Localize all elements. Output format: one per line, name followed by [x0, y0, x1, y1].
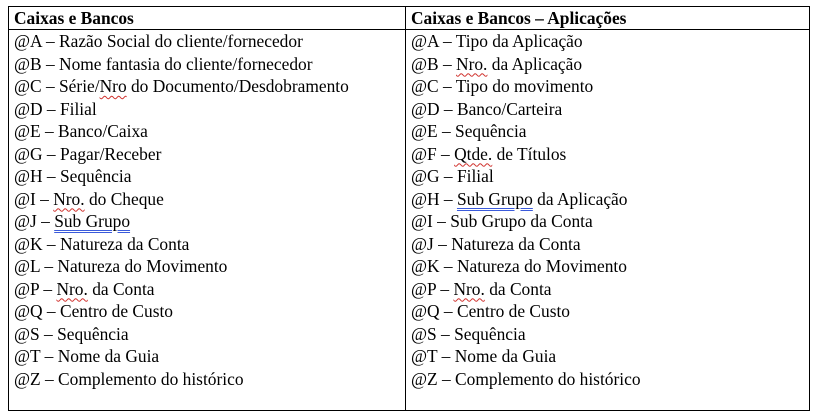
variable-description-tail: da Conta — [87, 278, 155, 299]
separator: – — [436, 278, 454, 299]
variable-entry — [14, 345, 405, 368]
variable-description: Tipo do movimento — [455, 76, 594, 96]
separator: – — [439, 188, 457, 209]
separator: – — [437, 346, 455, 366]
variable-entry — [411, 368, 809, 391]
marked-word: Nro. — [53, 188, 85, 209]
variable-description: Nome da Guia — [57, 346, 160, 366]
variable-entry — [411, 255, 809, 278]
variable-code: @T — [411, 346, 438, 366]
variable-description: Sequência — [454, 323, 526, 344]
variable-entry — [14, 188, 405, 211]
variable-code: @J — [14, 211, 37, 231]
variable-code: @Q — [14, 301, 43, 321]
variable-description: Filial — [456, 166, 494, 186]
separator: – — [42, 301, 60, 321]
variable-code: @K — [411, 256, 440, 276]
variable-entry — [14, 368, 405, 391]
variable-description: Nome fantasia do cliente/fornecedor — [59, 53, 313, 74]
separator: – — [438, 76, 456, 96]
variable-entry — [411, 300, 809, 323]
variable-description: Complemento do histórico — [58, 368, 244, 389]
variable-entry — [411, 323, 809, 346]
variable-description: Banco/Caixa — [58, 121, 148, 141]
separator: – — [40, 368, 59, 389]
marked-word: Nro. — [453, 278, 485, 299]
variable-code: @L — [14, 256, 40, 276]
marked-word: Nro. — [456, 53, 488, 74]
variable-code: @H — [411, 188, 440, 209]
separator: – — [439, 256, 457, 276]
variable-code: @S — [411, 323, 437, 344]
variable-description: Complemento do histórico — [455, 368, 641, 389]
separator: – — [42, 166, 60, 186]
column-header-aplicacoes: Caixas e Bancos – Aplicações — [406, 7, 810, 30]
variable-code: @Z — [411, 368, 438, 389]
variable-entry — [411, 188, 809, 211]
separator: – — [40, 346, 58, 366]
marked-word: Sub Grupo — [54, 211, 131, 231]
variable-entry — [411, 345, 809, 368]
variable-code: @P — [14, 278, 40, 299]
variable-entry — [14, 300, 405, 323]
variable-code: @I — [411, 211, 433, 231]
variable-code: @H — [14, 166, 43, 186]
column-caixas-bancos — [9, 30, 406, 411]
separator: – — [439, 98, 457, 119]
variable-entry — [411, 143, 809, 166]
variable-description: Razão Social do cliente/fornecedor — [59, 31, 303, 51]
variable-code: @P — [411, 278, 437, 299]
variable-code: @D — [411, 98, 440, 119]
variable-code: @Q — [411, 301, 440, 321]
variable-description: Nome da Guia — [454, 346, 557, 366]
separator: – — [41, 76, 60, 96]
variable-description: Natureza da Conta — [451, 233, 581, 254]
variable-code: @B — [411, 53, 439, 74]
variable-code: @S — [14, 323, 40, 344]
marked-word: Nro — [99, 76, 127, 96]
separator: – — [433, 233, 452, 254]
variable-code: @I — [14, 188, 36, 209]
variable-description: Sequência — [455, 121, 527, 141]
variable-description-tail: da Aplicação — [487, 53, 583, 74]
variable-description-tail: do Documento/Desdobramento — [126, 76, 349, 96]
separator: – — [42, 98, 60, 119]
variable-entry — [411, 98, 809, 121]
variables-table — [8, 6, 810, 411]
variable-entry — [14, 98, 405, 121]
variable-entry — [14, 30, 405, 53]
variable-description: Centro de Custo — [59, 301, 173, 321]
separator: – — [41, 53, 60, 74]
variable-entry — [411, 210, 809, 233]
separator: – — [40, 121, 59, 141]
separator: – — [436, 143, 455, 164]
variable-code: @E — [14, 121, 41, 141]
variable-code: @B — [14, 53, 42, 74]
variable-entry — [411, 233, 809, 256]
variable-description-tail: da Conta — [484, 278, 552, 299]
variable-entry — [411, 53, 809, 76]
variable-description: Filial — [59, 98, 97, 119]
variable-description: Pagar/Receber — [59, 143, 162, 164]
variable-entry — [14, 323, 405, 346]
variable-list — [14, 30, 405, 390]
variable-entry — [14, 75, 405, 98]
variable-code: @Z — [14, 368, 41, 389]
variable-code: @C — [14, 76, 42, 96]
separator: – — [36, 211, 55, 231]
marked-word: Qtde. — [454, 143, 493, 164]
variable-code: @J — [411, 233, 434, 254]
variable-description-tail: de Títulos — [492, 143, 567, 164]
variable-code: @G — [411, 166, 440, 186]
variable-description: Centro de Custo — [456, 301, 570, 321]
variable-entry — [14, 53, 405, 76]
variable-entry — [14, 278, 405, 301]
variable-description: Banco/Carteira — [456, 98, 563, 119]
separator: – — [41, 31, 60, 51]
marked-word: Nro. — [56, 278, 88, 299]
separator: – — [40, 256, 58, 276]
variable-description: Série/ — [59, 76, 100, 96]
variable-list — [411, 30, 809, 390]
variable-description: Sub Grupo da Conta — [450, 211, 593, 231]
variable-description: Sequência — [57, 323, 129, 344]
separator: – — [436, 323, 455, 344]
variable-description: Sequência — [59, 166, 132, 186]
separator: – — [39, 278, 57, 299]
variable-code: @E — [411, 121, 438, 141]
variable-code: @K — [14, 233, 43, 254]
column-aplicacoes — [406, 30, 810, 411]
variable-code: @T — [14, 346, 41, 366]
header-row — [9, 7, 810, 30]
variable-entry — [411, 30, 809, 53]
variable-entry — [14, 165, 405, 188]
variable-description-tail: da Aplicação — [532, 188, 628, 209]
variable-code: @F — [411, 143, 437, 164]
separator: – — [438, 31, 456, 51]
variable-entry — [14, 210, 405, 233]
body-row — [9, 30, 810, 411]
variable-entry — [411, 75, 809, 98]
variable-code: @D — [14, 98, 43, 119]
variable-entry — [411, 165, 809, 188]
variable-entry — [14, 233, 405, 256]
variable-entry — [14, 143, 405, 166]
variable-code: @C — [411, 76, 439, 96]
separator: – — [39, 323, 58, 344]
separator: – — [439, 301, 457, 321]
variable-description: Tipo da Aplicação — [455, 31, 583, 51]
column-header-caixas-bancos: Caixas e Bancos — [9, 7, 406, 30]
separator: – — [437, 368, 456, 389]
variable-entry — [14, 255, 405, 278]
variable-description: Natureza do Movimento — [57, 256, 228, 276]
separator: – — [437, 121, 456, 141]
variable-description: Natureza da Conta — [59, 233, 190, 254]
separator: – — [432, 211, 451, 231]
variable-description-tail: do Cheque — [84, 188, 164, 209]
separator: – — [439, 166, 457, 186]
variable-entry — [411, 120, 809, 143]
separator: – — [42, 233, 60, 254]
variable-description: Natureza do Movimento — [456, 256, 627, 276]
variable-code: @A — [411, 31, 439, 51]
separator: – — [438, 53, 457, 74]
variable-entry — [14, 120, 405, 143]
separator: – — [35, 188, 54, 209]
variable-code: @A — [14, 31, 42, 51]
variable-code: @G — [14, 143, 43, 164]
separator: – — [42, 143, 60, 164]
marked-word: Sub Grupo — [456, 188, 533, 209]
variable-entry — [411, 278, 809, 301]
